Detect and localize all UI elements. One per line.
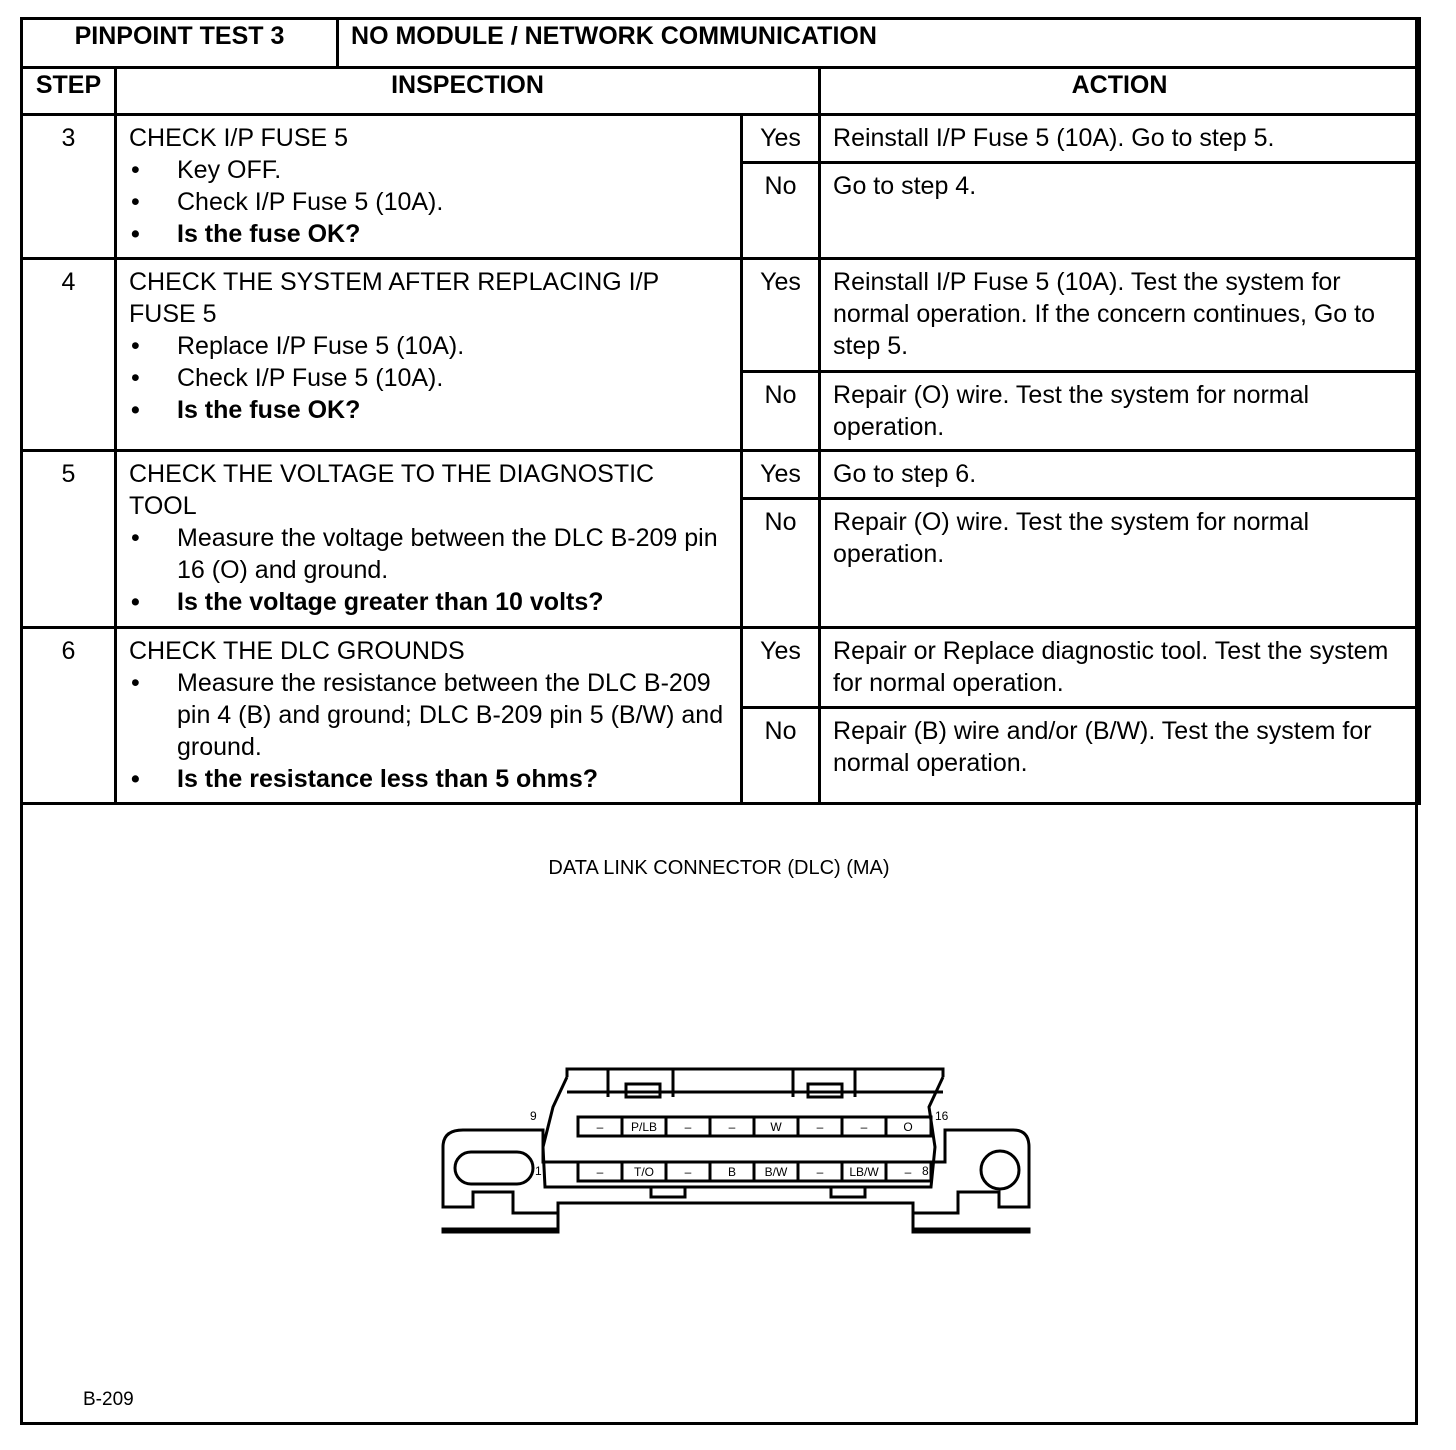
step-row — [22, 451, 1420, 499]
pin-label: – — [596, 1165, 604, 1179]
pin-label: B/W — [764, 1165, 788, 1179]
step-bullets — [129, 522, 728, 618]
test-id: PINPOINT TEST 3 — [22, 19, 338, 68]
yes-label: Yes — [742, 259, 820, 372]
step-title: CHECK THE SYSTEM AFTER REPLACING I/P FUSE 5 — [129, 268, 659, 328]
yes-label: Yes — [742, 628, 820, 708]
pinpoint-test-table — [20, 17, 1421, 805]
no-label: No — [742, 163, 820, 259]
no-action: Repair (O) wire. Test the system for normal operation. — [820, 499, 1420, 628]
step-bullets — [129, 330, 728, 426]
pin-label: P/LB — [630, 1120, 658, 1134]
no-action: Repair (O) wire. Test the system for normal operation. — [820, 372, 1420, 451]
yes-action: Reinstall I/P Fuse 5 (10A). Test the system for normal operation. If the concern continues, Go to step 5. — [820, 259, 1420, 372]
no-label: No — [742, 708, 820, 804]
step-question: • Is the voltage greater than 10 volts? — [129, 586, 728, 618]
pin-label: – — [684, 1165, 692, 1179]
dlc-diagram-panel — [23, 807, 1415, 1422]
pin-label: W — [770, 1120, 782, 1134]
yes-action: Repair or Replace diagnostic tool. Test the system for normal operation. — [820, 628, 1420, 708]
step-title: CHECK THE DLC GROUNDS — [129, 637, 465, 665]
pin-label: – — [684, 1120, 692, 1134]
yes-action: Reinstall I/P Fuse 5 (10A). Go to step 5. — [820, 115, 1420, 163]
no-label: No — [742, 372, 820, 451]
yes-action: Go to step 6. — [820, 451, 1420, 499]
pin-label: – — [816, 1165, 824, 1179]
connector-id-label: B-209 — [83, 1389, 134, 1410]
step-bullet: • Key OFF. — [129, 154, 728, 186]
step-row — [22, 259, 1420, 372]
no-label: No — [742, 499, 820, 628]
step-inspection — [116, 628, 742, 804]
pin-label: – — [860, 1120, 868, 1134]
step-bullets — [129, 154, 728, 250]
no-action: Go to step 4. — [820, 163, 1420, 259]
pin-label: O — [903, 1120, 913, 1134]
step-number: 6 — [22, 628, 116, 804]
pin-label: B — [727, 1165, 737, 1179]
pin-16-label: 16 — [935, 1109, 949, 1123]
pin-label: LB/W — [849, 1165, 879, 1179]
step-bullets — [129, 667, 728, 795]
step-title: CHECK I/P FUSE 5 — [129, 124, 349, 152]
step-number: 5 — [22, 451, 116, 628]
step-inspection — [116, 259, 742, 451]
pin-label: – — [596, 1120, 604, 1134]
step-question: • Is the resistance less than 5 ohms? — [129, 763, 728, 795]
pin-label: – — [728, 1120, 736, 1134]
step-bullet: • Replace I/P Fuse 5 (10A). — [129, 330, 728, 362]
step-question: • Is the fuse OK? — [129, 218, 728, 250]
pin-9-label: 9 — [530, 1109, 537, 1123]
step-column-header: STEP — [22, 68, 116, 115]
step-row — [22, 115, 1420, 163]
step-number: 4 — [22, 259, 116, 451]
column-header-row — [22, 68, 1420, 115]
diagram-title: DATA LINK CONNECTOR (DLC) (MA) — [548, 857, 890, 879]
step-bullet: • Measure the voltage between the DLC B-209 pin 16 (O) and ground. — [129, 522, 728, 586]
dlc-connector-drawing — [23, 807, 1415, 1422]
action-column-header: ACTION — [820, 68, 1420, 115]
yes-label: Yes — [742, 115, 820, 163]
step-inspection — [116, 451, 742, 628]
no-action: Repair (B) wire and/or (B/W). Test the system for normal operation. — [820, 708, 1420, 804]
step-bullet: • Check I/P Fuse 5 (10A). — [129, 362, 728, 394]
step-title: CHECK THE VOLTAGE TO THE DIAGNOSTIC TOOL — [129, 460, 655, 520]
step-bullet: • Measure the resistance between the DLC B-209 pin 4 (B) and ground; DLC B-209 pin 5 (B/W) and ground. — [129, 667, 728, 763]
inspection-column-header: INSPECTION — [116, 68, 820, 115]
yes-label: Yes — [742, 451, 820, 499]
pin-label: T/O — [634, 1165, 654, 1179]
pinpoint-test-page — [20, 17, 1418, 1425]
pin-1-label: 1 — [535, 1164, 542, 1178]
test-title: NO MODULE / NETWORK COMMUNICATION — [338, 19, 1420, 68]
step-number: 3 — [22, 115, 116, 259]
pin-8-label: 8 — [922, 1164, 929, 1178]
title-row — [22, 19, 1420, 68]
step-row — [22, 628, 1420, 708]
pin-label: – — [904, 1165, 912, 1179]
step-question: • Is the fuse OK? — [129, 394, 728, 426]
step-bullet: • Check I/P Fuse 5 (10A). — [129, 186, 728, 218]
pin-label: – — [816, 1120, 824, 1134]
step-inspection — [116, 115, 742, 259]
